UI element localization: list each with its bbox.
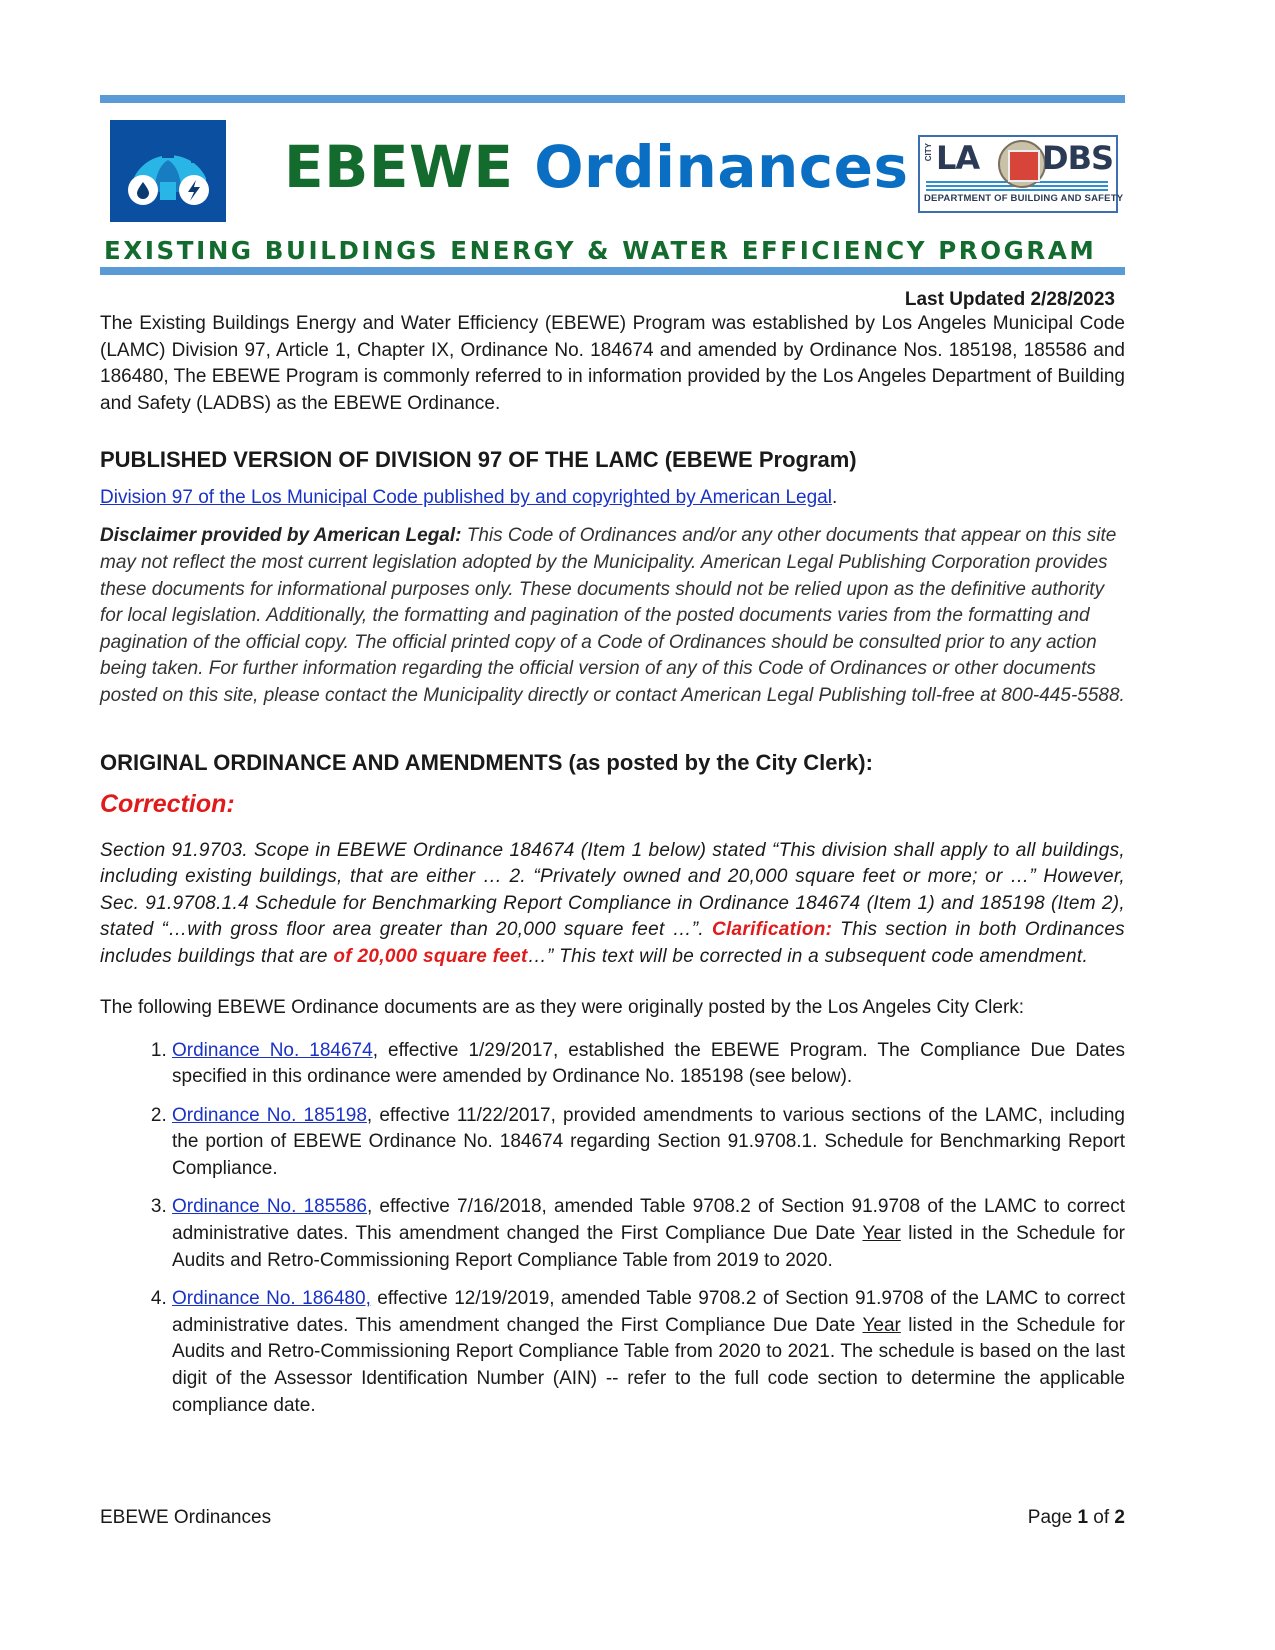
- ladbs-dbs-text: DBS: [1042, 139, 1113, 177]
- disclaimer-text: This Code of Ordinances and/or any other documents that appear on this site may not reflect the most current legislation adopted by the Municipality. American Legal Publishing Corporation provides these documents for informational purposes only. These documents should not be relied upon as the definitive authority for local legislation. Additionally, the formatting and pagination of the posted documents varies from the formatting and pagination of the official copy. The official printed copy of a Code of Ordinances should be consulted prior to any action being taken. For further information regarding the official version of any of this Code of Ordinances or other documents posted on this site, please contact the Municipality directly or contact American Legal Publishing toll-free at 800-445-5588.: [100, 525, 1125, 706]
- american-legal-link[interactable]: Division 97 of the Los Municipal Code published by and copyrighted by American Legal: [100, 487, 832, 509]
- correction-title: Correction:: [100, 789, 235, 818]
- american-legal-link-paragraph: [100, 487, 1125, 509]
- title-ordinances: Ordinances: [534, 133, 909, 201]
- document-page: [100, 95, 1125, 1431]
- list-item: [172, 1103, 1125, 1183]
- city-hall-icon: [110, 120, 226, 222]
- top-rule: [100, 95, 1125, 103]
- list-item-text: , effective 1/29/2017, established the EBEWE Program. The Compliance Due Dates specified in this ordinance were amended by Ordinance No. 185198 (see below).: [172, 1039, 1126, 1088]
- ordinance-186480-link[interactable]: Ordinance No. 186480,: [172, 1288, 371, 1310]
- disclaimer-paragraph: [100, 523, 1125, 709]
- city-seal-icon: [998, 140, 1046, 188]
- published-heading: PUBLISHED VERSION OF DIVISION 97 OF THE LAMC (EBEWE Program): [100, 447, 857, 473]
- ordinance-list: [100, 1038, 1125, 1420]
- list-item-text: listed in the Schedule for Audits and Retro-Commissioning Report Compliance Table from 2020 to 2021. The schedule is based on the last digit of the Assessor Identification Number (AIN) -- refer to the full code section to determine the applicable compliance date.: [172, 1314, 1125, 1416]
- correction-text: This section in both Ordinances includes buildings that are: [100, 919, 1125, 967]
- link-suffix: .: [831, 487, 838, 509]
- last-updated: Last Updated 2/28/2023: [904, 289, 1115, 310]
- page-prefix: Page: [1027, 1507, 1078, 1528]
- ladbs-la-text: LA: [936, 139, 980, 177]
- page-total: 2: [1114, 1507, 1125, 1528]
- intro-paragraph: The Existing Buildings Energy and Water Efficiency (EBEWE) Program was established by Los Angeles Municipal Code (LAMC) Division 97, Article 1, Chapter IX, Ordinance No. 184674 and amended by Ordinance Nos. 185198, 185586 and 186480, The EBEWE Program is commonly referred to in information provided by the Los Angeles Department of Building and Safety (LADBS) as the EBEWE Ordinance.: [100, 313, 1125, 414]
- ladbs-department-text: DEPARTMENT OF BUILDING AND SAFETY: [924, 193, 1124, 204]
- list-item: [172, 1194, 1125, 1274]
- ordinance-185586-link[interactable]: Ordinance No. 185586: [172, 1196, 367, 1218]
- list-item-text: effective 12/19/2019, amended Table 9708.2 of Section 91.9708 of the LAMC to correct administrative dates. This amendment changed the First Compliance Due Date: [172, 1288, 1125, 1336]
- clarification-label: Clarification:: [711, 919, 833, 941]
- footer-title: EBEWE Ordinances: [100, 1507, 272, 1528]
- page-of: of: [1088, 1507, 1115, 1528]
- correction-paragraph: [100, 838, 1125, 971]
- ebewe-logo-icon: [110, 120, 226, 222]
- program-subtitle: EXISTING BUILDINGS ENERGY & WATER EFFICIENCY PROGRAM: [104, 236, 1097, 265]
- correction-highlight: of 20,000 square feet: [333, 945, 528, 967]
- original-heading: ORIGINAL ORDINANCE AND AMENDMENTS (as posted by the City Clerk):: [100, 749, 873, 775]
- header: [100, 103, 1125, 231]
- ordinance-184674-link[interactable]: Ordinance No. 184674: [172, 1039, 373, 1061]
- following-paragraph: The following EBEWE Ordinance documents are as they were originally posted by the Los Angeles City Clerk:: [100, 996, 1025, 1018]
- list-item: [172, 1038, 1125, 1091]
- list-item: [172, 1286, 1125, 1419]
- ladbs-logo: [918, 135, 1124, 213]
- list-item-text: , effective 7/16/2018, amended Table 9708.2 of Section 91.9708 of the LAMC to correct administrative dates. This amendment changed the First Compliance Due Date: [172, 1196, 1126, 1245]
- page-current: 1: [1077, 1507, 1089, 1528]
- underlined-year: Year: [862, 1314, 901, 1336]
- correction-text: …” This text will be corrected in a subsequent code amendment.: [527, 945, 1089, 967]
- title-ebewe: EBEWE: [284, 133, 514, 201]
- subtitle-rule: [100, 267, 1125, 275]
- correction-text: Section 91.9703. Scope in EBEWE Ordinance 184674 (Item 1 below) stated “This division shall apply to all buildings, including existing buildings, that are either … 2. “Privately owned and 20,000 square feet or more; or …” However, Sec. 91.9708.1.4 Schedule for Benchmarking Report Compliance in Ordinance 184674 (Item 1) and 185198 (Item 2), stated “…with gross floor area greater than 20,000 square feet …”.: [100, 839, 1125, 941]
- disclaimer-label: Disclaimer provided by American Legal:: [100, 525, 462, 547]
- underlined-year: Year: [862, 1223, 901, 1245]
- page-title: [284, 133, 909, 201]
- list-item-text: listed in the Schedule for Audits and Retro-Commissioning Report Compliance Table from 2019 to 2020.: [172, 1223, 1125, 1271]
- ladbs-city-label: CITY: [924, 143, 933, 162]
- page-number: [1028, 1507, 1125, 1529]
- ordinance-185198-link[interactable]: Ordinance No. 185198: [172, 1104, 367, 1126]
- list-item-text: , effective 11/22/2017, provided amendments to various sections of the LAMC, including the portion of EBEWE Ordinance No. 184674 regarding Section 91.9708.1. Schedule for Benchmarking Report Compliance.: [172, 1104, 1125, 1179]
